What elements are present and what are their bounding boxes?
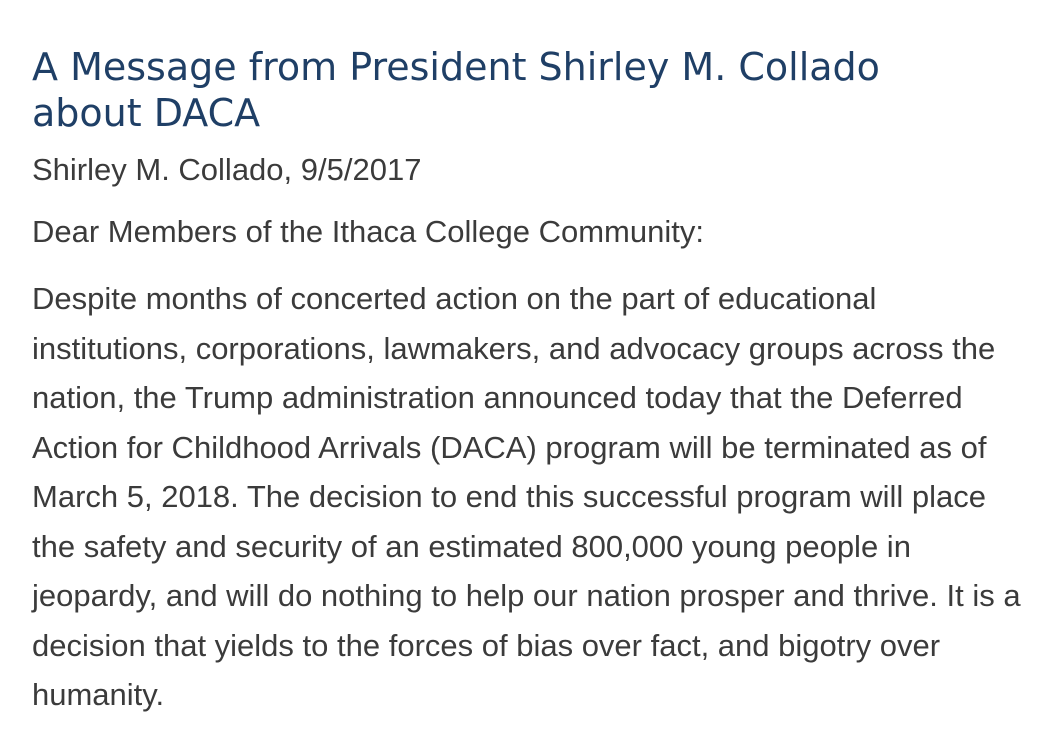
article-byline: Shirley M. Collado, 9/5/2017 bbox=[32, 152, 422, 187]
article-title: A Message from President Shirley M. Collado about DACA bbox=[32, 45, 880, 135]
article-salutation: Dear Members of the Ithaca College Community: bbox=[32, 214, 704, 249]
article-paragraph: Despite months of concerted action on the part of educational institutions, corporations, lawmakers, and advocacy groups across the nation, the Trump administration announced today that the Deferred Action for Childhood Arrivals (DACA) program will be terminated as of March 5, 2018. The decision to end this successful program will place the safety and security of an estimated 800,000 young people in jeopardy, and will do nothing to help our nation prosper and thrive. It is a decision that yields to the forces of bias over fact, and bigotry over humanity. bbox=[32, 281, 1021, 712]
article-container bbox=[32, 0, 1022, 720]
